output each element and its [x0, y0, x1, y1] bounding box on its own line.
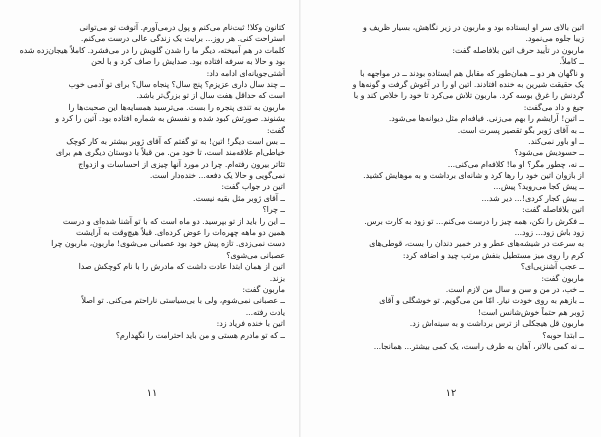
text-line: عصبانی می‌شوی؟	[226, 250, 285, 260]
text-line: بشنوند. صورتش کبود شده و نفسش به شماره افتاده بود. آتین را کرد و	[55, 114, 285, 124]
text-line: ژوبر هم حتماً خوش‌شانس است!	[477, 307, 584, 317]
text-line: بود و حالا به سرفه افتاده بود. صدایش را صاف کرد و با لحن	[91, 57, 285, 67]
text-line: گردنش را غرق بوسه کرد. ماربون تلاش می‌کرد تا خود را خلاص کند و با	[353, 91, 584, 101]
text-line: یک حقیقت شیرین به خنده افتادند. اتین او را در آغوش گرفت و گونه‌ها و	[352, 79, 584, 89]
text-line: ــ عجب آشنزیی‌ای؟	[520, 262, 584, 272]
text-line: ــ چرا؟	[262, 205, 285, 215]
text-line: ــ اتین! آرایشم را بهم می‌زنی. فیافه‌ام مثل دیوانه‌ها می‌شود.	[388, 114, 584, 124]
text-line: اتین با خنده فریاد زد:	[216, 319, 285, 329]
text-line: اتین بلافاصله گفت:	[522, 205, 584, 215]
right-page	[316, 22, 584, 417]
left-page	[17, 22, 285, 417]
text-line: نمی‌گویی و حالا یک دفعه... خنده‌دار است.	[149, 171, 285, 181]
text-line: اتین از همان ابتدا عادت داشت که مادرش را با نام کوچکش صدا	[78, 262, 285, 272]
text-line: ماربون گفت:	[242, 284, 285, 294]
text-line: ــ فکرش را نکن، همه چیز را درست می‌کنم... تو زود به کارت برس.	[364, 216, 584, 226]
text-line: ــ خب، در من و سن و سال من لازم است.	[445, 284, 584, 294]
text-line: ــ او باور نمی‌کند.	[528, 136, 584, 146]
book-gutter	[299, 0, 301, 437]
text-line: ــ بس است دیگر! اتین! به تو گفتم که آقای ژوبر بیشتر به کار کوچک	[66, 136, 285, 146]
text-line: خیاطی‌ام علاقه‌مند است، تا خود من. من قبلاً با دوستان دیگری هم برای	[55, 148, 285, 158]
text-line: ــ نه، چطور مگر؟ او ما! کلافه‌ام می‌کنی...	[447, 159, 584, 169]
text-line: ماربون گفت:	[541, 273, 584, 283]
text-line: ــ کاملاً.	[559, 57, 584, 67]
text-line: اتین بالای سر او ایستاده بود و ماربون در زیر نگاهش، بسیار ظریف و	[363, 23, 584, 32]
text-line: کتانون وکلا! ثبت‌نام می‌کنم و پول درمی‌آورم. آتوفت تو می‌توانی	[79, 23, 285, 32]
text-line: زود باش زود... زود...	[514, 228, 584, 238]
text-line: ــ ابتدا حوبه؟	[542, 330, 584, 340]
text-line: یادت رفته...	[245, 307, 285, 317]
text-line: از بازوان اتین خود را رها کرد و شانه‌ای برداشت و به موهایش کشید.	[363, 171, 584, 181]
text-line: و ناگهان هر دو ــ همان‌طور که مقابل هم ایستاده بودند ــ در مواجهه با	[360, 68, 584, 78]
text-line: تئاتر بیرون رفته‌ام. چرا در مورد آنها چیزی از احساسات و ازدواج	[78, 159, 285, 169]
text-line: ــ آقای ژوبر مثل بقیه نیست.	[192, 193, 285, 203]
text-line: ماربون در تأیید حرف اتین بلافاصله گفت:	[452, 45, 584, 55]
text-line: اتین در جواب گفت:	[221, 182, 285, 192]
text-line: ــ این را باید از تو بپرسید. دو ماه است که با تو آشنا شده‌ای و درست	[62, 216, 285, 226]
text-line: کلمات در هم آمیخته، دیگر ما را شدن گلویش را در می‌فشرد. کاملاً هیجان‌زده شده	[19, 45, 285, 55]
text-line: به سرعت در شیشه‌های عطر و در خمیر دندان را بست، قوطی‌های	[369, 239, 584, 249]
text-line: همین دو ماهه چهره‌ات را عوض کرده‌ای. قبلاً هیچ‌وقت به آرایشت	[75, 228, 285, 238]
text-line: است که حداقل هفت سال از تو بزرگ‌تر باشد.	[136, 91, 285, 101]
text-line: ــ به آقای ژوبر بگو تقصیر پسرت است.	[457, 125, 584, 135]
text-line: ماربون قل هیجکلی از ترس برداشت و به سینه‌اش زد.	[409, 319, 584, 329]
text-line: جیغ و داد می‌گفت:	[523, 102, 584, 112]
text-line: ــ که تو مادرم هستی و من باید احترامت را نگهدارم؟	[115, 330, 285, 340]
text-line: کرم را روی میز مستطیل بنفش مرتب چید و اضافه کرد:	[402, 250, 584, 260]
text-line: دست نمی‌زدی. تازه پیش خود بود عصبانی می‌شوی! ماربون، ماربون چرا	[51, 239, 285, 249]
text-line: ــ عصبانی نمی‌شوم، ولی با بی‌سیاستی ناراحتم می‌کنی. تو اصلاً	[81, 296, 285, 306]
text-line: ــ حسودیش می‌شود؟	[514, 148, 584, 158]
text-line: استراحت کنی. هر روز... برایت یک زندگی عالی درست می‌کنم.	[80, 34, 285, 44]
text-line: ــ چند سال داری عزیزم؟ پنج سال؟ پنجاه سال؟ برای تو آدمی خوب	[68, 79, 285, 89]
text-line: بزند.	[269, 273, 285, 283]
text-line: ــ بازهم به روی خودت نیار. امّا من می‌گویم. تو خوشگلی و آقای	[379, 296, 584, 306]
text-line: ــ پیش کجا می‌روید؟ پیش...	[493, 182, 584, 192]
text-line: ــ نه کمی بالاتر، آهان به طرف راست، یک کمی بیشتر... همانجا...	[373, 341, 584, 351]
text-line: گفت:	[267, 125, 285, 135]
text-line: ماربون به تندی پنجره را بست. می‌ترسید همسایه‌ها این صحبت‌ها را	[68, 102, 285, 112]
left-page-number: ۱۱	[146, 388, 158, 399]
right-page-number: ۱۲	[445, 388, 457, 399]
text-line: ــ بیش کجار کردی!... دیر شد...	[481, 193, 584, 203]
text-line: زیبا جلوه می‌نمود.	[525, 34, 584, 44]
text-line: آشتی‌جویانه‌ای ادامه داد:	[206, 68, 285, 78]
